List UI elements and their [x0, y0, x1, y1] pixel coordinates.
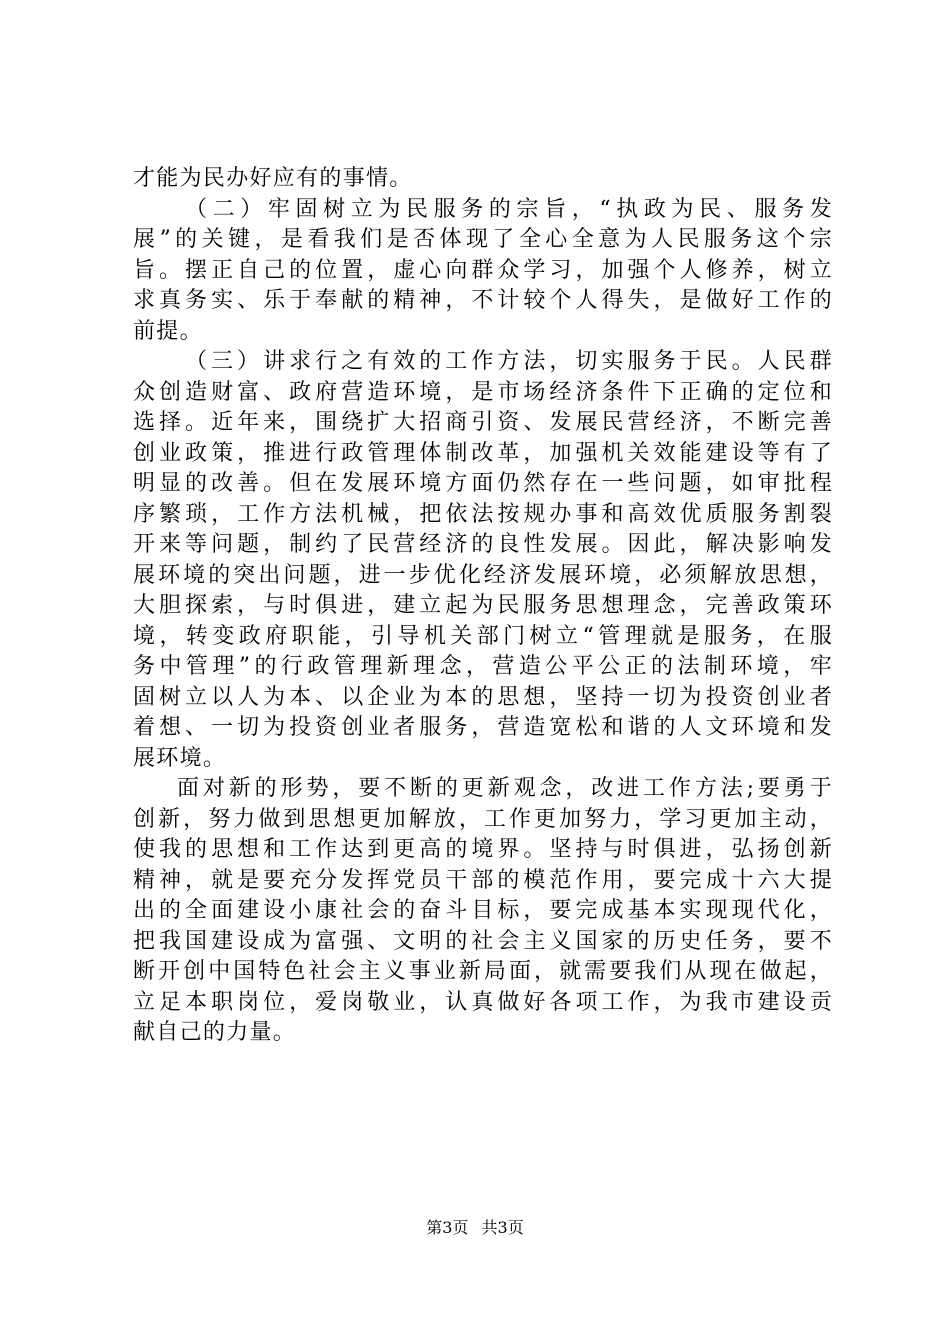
document-body — [133, 164, 833, 1049]
text-line: 使我的思想和工作达到更高的境界。坚持与时俱进，弘扬创新 — [133, 837, 833, 862]
text-line: 求真务实、乐于奉献的精神，不计较个人得失，是做好工作的 — [133, 288, 833, 313]
text-line: 前提。 — [133, 318, 203, 344]
text-line: 出的全面建设小康社会的奋斗目标，要完成基本实现现代化， — [133, 898, 833, 923]
text-line: 创业政策，推进行政管理体制改革，加强机关效能建设等有了 — [133, 440, 833, 466]
text-line: 展环境的突出问题，进一步优化经济发展环境，必须解放思想， — [133, 562, 833, 588]
text-line: 境，转变政府职能，引导机关部门树立“管理就是服务，在服 — [133, 623, 833, 649]
text-line: 大胆探索，与时俱进，建立起为民服务思想理念，完善政策环 — [133, 593, 833, 618]
text-line: 创新，努力做到思想更加解放，工作更加努力，学习更加主动， — [133, 806, 833, 832]
text-line: （二）牢固树立为民服务的宗旨，“执政为民、服务发 — [185, 196, 833, 222]
text-line: 旨。摆正自己的位置，虚心向群众学习，加强个人修养，树立 — [133, 257, 833, 283]
text-line: 选择。近年来，围绕扩大招商引资、发展民营经济，不断完善 — [133, 410, 833, 435]
page-footer — [0, 1215, 950, 1238]
text-line: 明显的改善。但在发展环境方面仍然存在一些问题，如审批程 — [133, 471, 833, 496]
text-line: 断开创中国特色社会主义事业新局面，就需要我们从现在做起， — [133, 959, 833, 984]
text-line: 众创造财富、政府营造环境，是市场经济条件下正确的定位和 — [133, 379, 833, 405]
text-line: 精神，就是要充分发挥党员干部的模范作用，要完成十六大提 — [133, 867, 833, 893]
text-line: （三）讲求行之有效的工作方法，切实服务于民。人民群 — [185, 349, 833, 374]
text-line: 展环境。 — [133, 745, 227, 771]
text-line: 把我国建设成为富强、文明的社会主义国家的历史任务，要不 — [133, 928, 833, 954]
text-line: 务中管理”的行政管理新理念，营造公平公正的法制环境，牢 — [133, 654, 833, 679]
text-line: 固树立以人为本、以企业为本的思想，坚持一切为投资创业者 — [133, 684, 833, 710]
paragraph — [133, 195, 833, 348]
paragraph — [133, 347, 833, 774]
text-line: 面对新的形势，要不断的更新观念，改进工作方法;要勇于 — [177, 776, 833, 801]
text-line: 才能为民办好应有的事情。 — [133, 166, 413, 191]
text-line: 着想、一切为投资创业者服务，营造宽松和谐的人文环境和发 — [133, 715, 833, 740]
text-line: 献自己的力量。 — [133, 1020, 297, 1045]
paragraph — [133, 164, 833, 195]
text-line: 展”的关键，是看我们是否体现了全心全意为人民服务这个宗 — [133, 227, 833, 252]
page-number-current: 第3页 — [426, 1218, 469, 1237]
text-line: 序繁琐，工作方法机械，把依法按规办事和高效优质服务割裂 — [133, 501, 833, 527]
text-line: 立足本职岗位，爱岗敬业，认真做好各项工作，为我市建设贡 — [133, 989, 833, 1015]
page-number-total: 共3页 — [481, 1218, 524, 1237]
text-line: 开来等问题，制约了民营经济的良性发展。因此，解决影响发 — [133, 532, 833, 557]
paragraph — [133, 774, 833, 1049]
